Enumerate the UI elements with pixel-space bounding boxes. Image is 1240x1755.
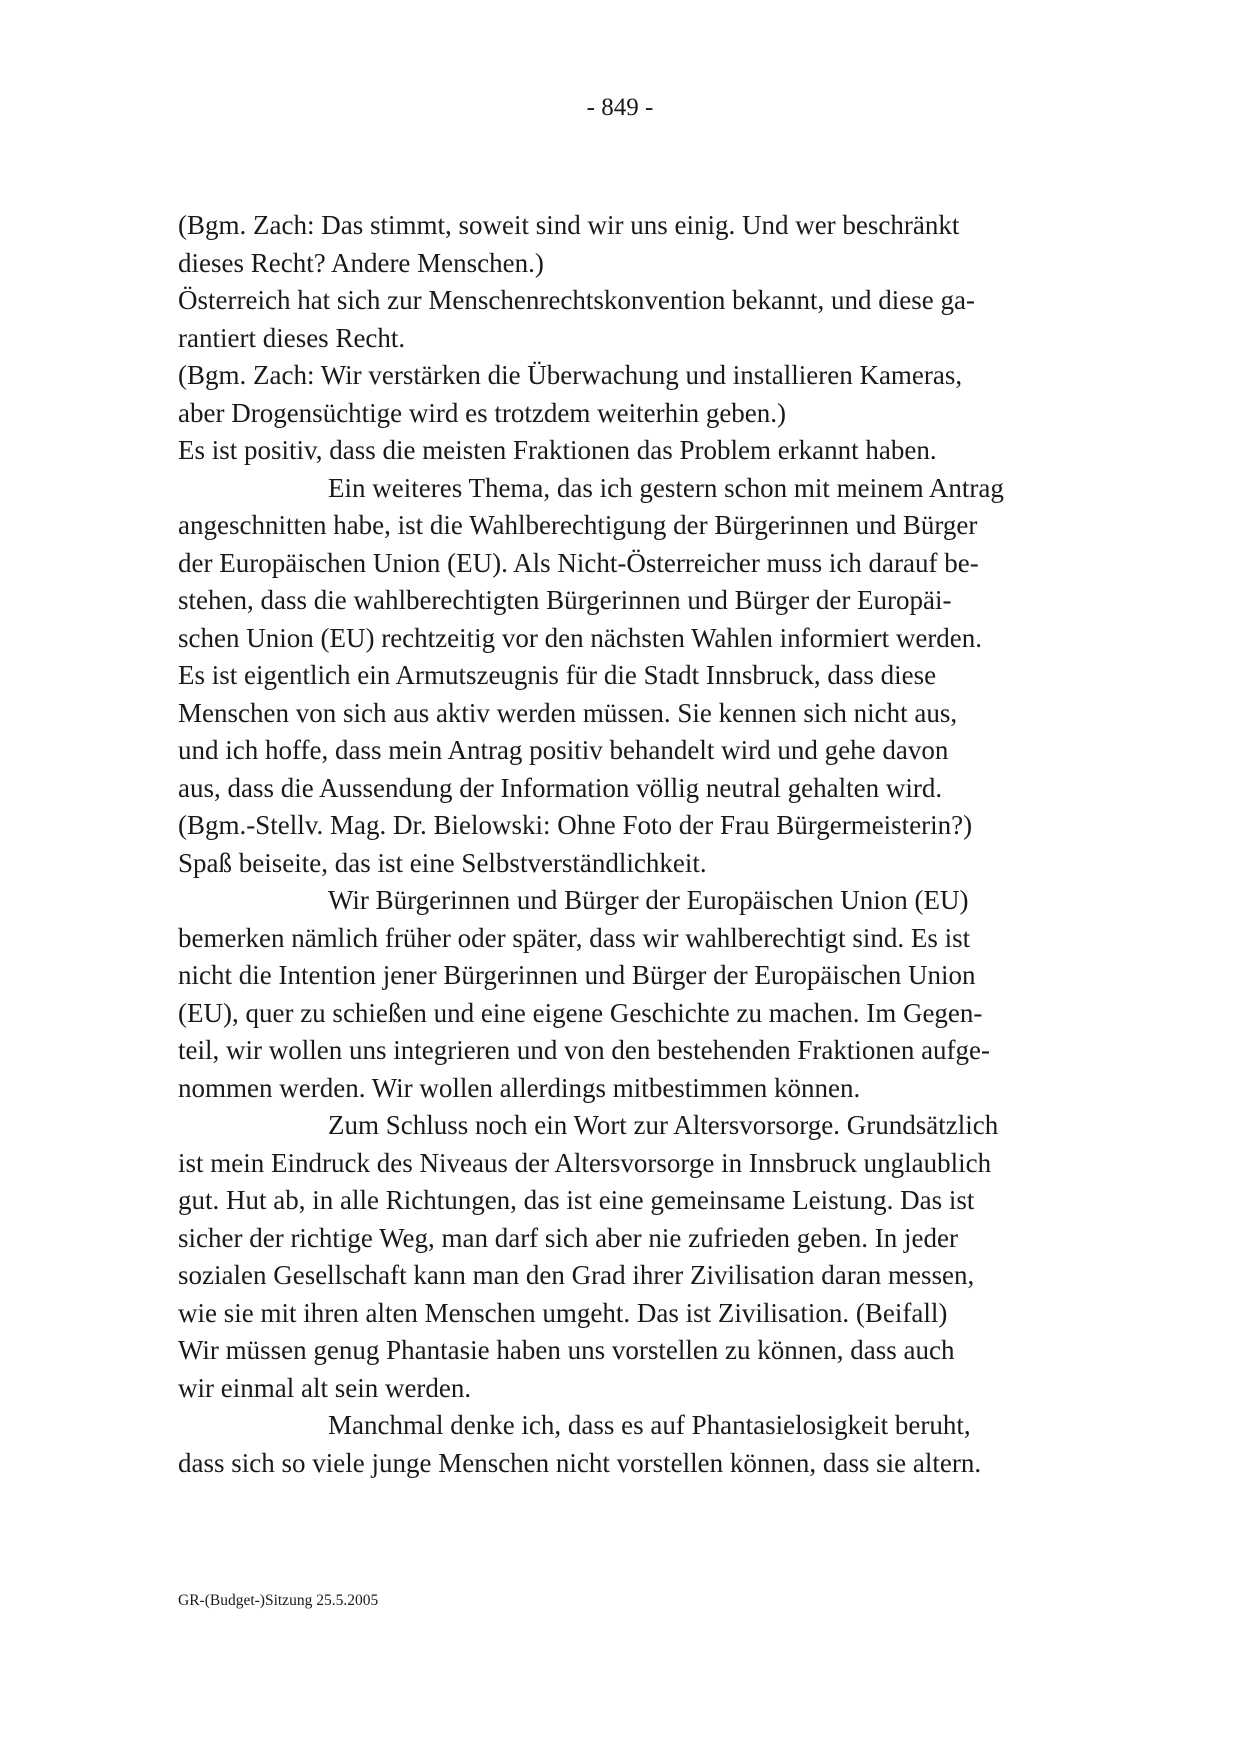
text-line: rantiert dieses Recht. bbox=[178, 322, 406, 353]
text-line: (Bgm. Zach: Das stimmt, soweit sind wir uns einig. Und wer beschränkt bbox=[178, 210, 960, 240]
text-line: aus, dass die Aussendung der Information völlig neutral gehalten wird. bbox=[178, 772, 943, 803]
text-line: schen Union (EU) rechtzeitig vor den nächsten Wahlen informiert werden. bbox=[178, 622, 983, 653]
text-line: Menschen von sich aus aktiv werden müssen. Sie kennen sich nicht aus, bbox=[178, 697, 958, 728]
document-body bbox=[178, 207, 1078, 1482]
text-line: nommen werden. Wir wollen allerdings mitbestimmen können. bbox=[178, 1072, 861, 1103]
text-line: Wir müssen genug Phantasie haben uns vorstellen zu können, dass auch bbox=[178, 1335, 955, 1365]
text-line: bemerken nämlich früher oder später, dass wir wahlberechtigt sind. Es ist bbox=[178, 922, 971, 953]
text-line: (EU), quer zu schießen und eine eigene Geschichte zu machen. Im Gegen- bbox=[178, 997, 983, 1028]
text-line: sozialen Gesellschaft kann man den Grad ihrer Zivilisation daran messen, bbox=[178, 1260, 975, 1290]
text-line: Spaß beiseite, das ist eine Selbstverständlichkeit. bbox=[178, 847, 707, 878]
text-line: wie sie mit ihren alten Menschen umgeht. Das ist Zivilisation. (Beifall) bbox=[178, 1297, 948, 1328]
text-line: aber Drogensüchtige wird es trotzdem weiterhin geben.) bbox=[178, 397, 787, 428]
text-line: der Europäischen Union (EU). Als Nicht-Österreicher muss ich darauf be- bbox=[178, 547, 979, 578]
text-line: Es ist positiv, dass die meisten Fraktionen das Problem erkannt haben. bbox=[178, 435, 937, 465]
paragraph-start-line: Wir Bürgerinnen und Bürger der Europäischen Union (EU) bbox=[328, 885, 969, 915]
paragraph-start-line: Ein weiteres Thema, das ich gestern schon mit meinem Antrag bbox=[328, 472, 1004, 503]
text-line: dieses Recht? Andere Menschen.) bbox=[178, 247, 544, 278]
text-line: Es ist eigentlich ein Armutszeugnis für die Stadt Innsbruck, dass diese bbox=[178, 660, 937, 690]
text-line: stehen, dass die wahlberechtigten Bürgerinnen und Bürger der Europäi- bbox=[178, 585, 952, 615]
text-line: Österreich hat sich zur Menschenrechtskonvention bekannt, und diese ga- bbox=[178, 285, 975, 315]
paragraph-start-line: Zum Schluss noch ein Wort zur Altersvorsorge. Grundsätzlich bbox=[328, 1110, 999, 1140]
text-line: gut. Hut ab, in alle Richtungen, das ist eine gemeinsame Leistung. Das ist bbox=[178, 1185, 975, 1215]
text-line: (Bgm. Zach: Wir verstärken die Überwachung und installieren Kameras, bbox=[178, 360, 963, 390]
text-line: nicht die Intention jener Bürgerinnen und Bürger der Europäischen Union bbox=[178, 960, 976, 990]
text-line: angeschnitten habe, ist die Wahlberechtigung der Bürgerinnen und Bürger bbox=[178, 510, 978, 540]
page-footer: GR-(Budget-)Sitzung 25.5.2005 bbox=[178, 1592, 379, 1609]
text-line: (Bgm.-Stellv. Mag. Dr. Bielowski: Ohne Foto der Frau Bürgermeisterin?) bbox=[178, 810, 973, 840]
paragraph-start-line: Manchmal denke ich, dass es auf Phantasielosigkeit beruht, bbox=[328, 1410, 971, 1440]
text-line: und ich hoffe, dass mein Antrag positiv behandelt wird und gehe davon bbox=[178, 735, 949, 765]
text-line: dass sich so viele junge Menschen nicht vorstellen können, dass sie altern. bbox=[178, 1447, 982, 1478]
text-line: sicher der richtige Weg, man darf sich aber nie zufrieden geben. In jeder bbox=[178, 1222, 958, 1253]
text-line: wir einmal alt sein werden. bbox=[178, 1372, 472, 1403]
text-line: teil, wir wollen uns integrieren und von den bestehenden Fraktionen aufge- bbox=[178, 1035, 991, 1065]
text-line: ist mein Eindruck des Niveaus der Altersvorsorge in Innsbruck unglaublich bbox=[178, 1147, 992, 1178]
page-number: - 849 - bbox=[586, 94, 654, 121]
